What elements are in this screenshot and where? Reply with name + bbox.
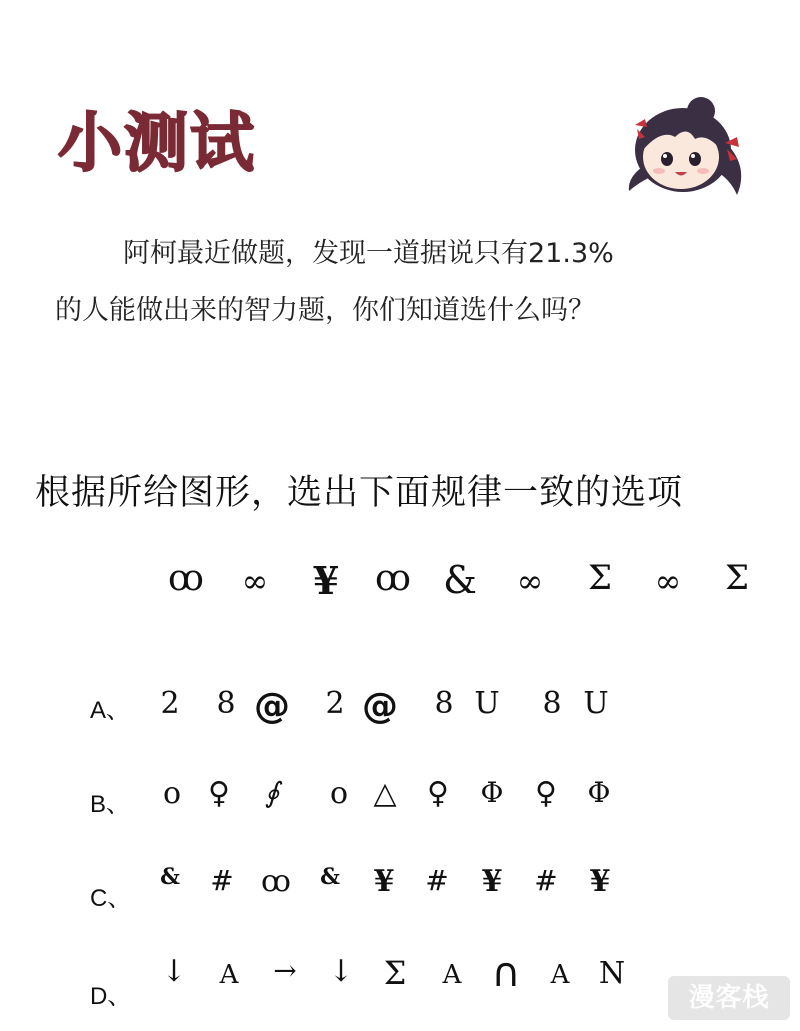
option-label: A、	[90, 697, 131, 724]
chibi-girl-illustration	[615, 95, 760, 210]
option-symbol: ↓	[328, 954, 354, 989]
option-symbol: @	[362, 686, 398, 727]
sequence-symbol: Σ	[724, 558, 750, 598]
sequence-symbol: ꝏ	[168, 558, 204, 599]
option-symbol: #	[425, 864, 449, 897]
sequence-symbol: ¥	[312, 558, 340, 603]
sequence-symbol: &	[443, 558, 477, 602]
option-label: B、	[90, 791, 131, 818]
option-symbol: o	[162, 776, 182, 811]
option-symbol: &	[320, 864, 340, 890]
option-symbol: ¥	[481, 864, 503, 899]
sequence-symbol: ∞	[516, 562, 544, 600]
option-symbol: #	[210, 864, 234, 897]
option-label: C、	[90, 885, 132, 912]
option-symbol: o	[329, 776, 349, 811]
intro-line-2: 的人能做出来的智力题，你们知道选什么吗？	[55, 295, 595, 326]
option-symbol: 2	[160, 686, 180, 721]
option-symbol: ♀	[208, 776, 230, 811]
option-symbol: A	[442, 960, 462, 990]
option-symbol: A	[550, 960, 570, 990]
sequence-symbol: ∞	[654, 562, 682, 600]
option-symbol: ♀	[535, 776, 557, 811]
option-symbol: 8	[434, 686, 454, 721]
option-symbol: Σ	[383, 954, 407, 992]
given-sequence	[0, 558, 800, 608]
page-title: 小测试	[58, 107, 256, 181]
option-symbol: 2	[325, 686, 345, 721]
option-a[interactable]	[0, 686, 800, 736]
option-symbol: &	[160, 864, 180, 890]
option-symbol: ∩	[491, 950, 521, 996]
option-symbol: ↓	[161, 954, 187, 989]
site-watermark-logo: 漫客栈	[668, 976, 790, 1020]
option-symbol: △	[373, 776, 397, 811]
option-symbol: #	[534, 864, 558, 897]
option-symbol: 8	[216, 686, 236, 721]
option-symbol: @	[254, 686, 290, 727]
intro-line-1: 阿柯最近做题，发现一道据说只有21.3%	[123, 238, 614, 269]
option-b[interactable]	[0, 776, 800, 826]
option-label: D、	[90, 983, 132, 1010]
sequence-symbol: ꝏ	[375, 558, 411, 599]
option-symbol: ¥	[589, 864, 611, 899]
option-symbol: ꝏ	[261, 864, 291, 899]
question-text: 根据所给图形，选出下面规律一致的选项	[35, 473, 684, 513]
option-symbol: ♀	[427, 776, 449, 811]
option-symbol: 8	[542, 686, 562, 721]
option-symbol: U	[583, 686, 609, 721]
intro-paragraph	[55, 225, 755, 339]
option-symbol: Φ	[480, 776, 504, 809]
option-symbol: ∮	[264, 776, 280, 809]
option-symbol: A	[219, 960, 239, 990]
option-symbol: Φ	[587, 776, 611, 809]
option-symbol: U	[474, 686, 500, 721]
option-symbol: →	[273, 954, 297, 987]
option-c[interactable]	[0, 864, 800, 914]
sequence-symbol: Σ	[587, 558, 613, 598]
option-symbol: ¥	[373, 864, 395, 899]
option-symbol: N	[598, 956, 626, 991]
sequence-symbol: ∞	[241, 562, 269, 600]
